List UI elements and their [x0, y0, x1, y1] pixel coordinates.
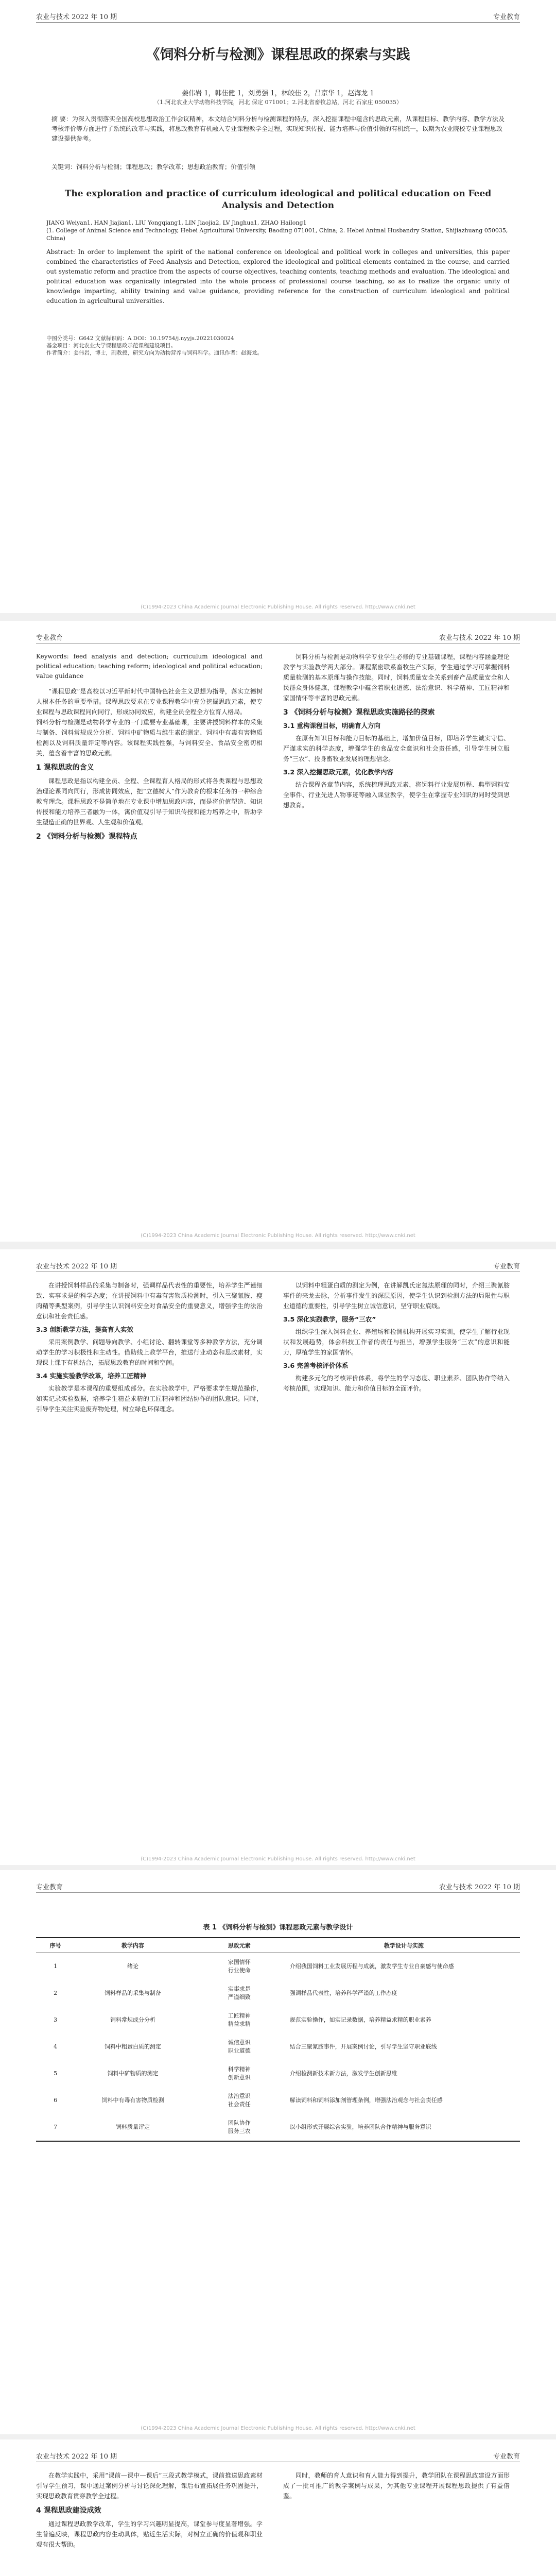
table-header: 教学设计与实施 — [288, 1938, 520, 1953]
subsection-heading: 3.5 深化实践教学，服务“三农” — [283, 1315, 376, 1323]
table-cell: 饲料中矿物质的测定 — [107, 2070, 159, 2077]
subsection-heading: 3.2 深入挖掘思政元素，优化教学内容 — [283, 768, 393, 776]
article-meta: 中图分类号：G642 文献标识码：A DOI：10.19754/j.nyyjs.20221030024 基金项目：河北农业大学课程思政示范课程建设项目。 作者简介：姜伟岩，博士，副教授，研究方向为动物营养与饲料科学。通讯作者：赵海龙。 — [46, 335, 263, 356]
journal-name: 农业与技术 2022 年 10 期 — [439, 1884, 520, 1891]
table-cell: 以小组形式开展综合实验，培养团队合作精神与服务意识 — [288, 2114, 520, 2141]
body-paragraph: 构建多元化的考核评价体系，将学生的学习态度、职业素养、团队协作等纳入考核范围，实现知识、能力和价值目标的全面评价。 — [283, 1375, 510, 1392]
table-cell: 绪论 — [127, 1963, 138, 1970]
table-cell: 家国情怀 行业使命 — [228, 1959, 251, 1974]
page-5 — [0, 2439, 556, 2576]
table-cell: 饲料质量评定 — [75, 2114, 191, 2141]
section-heading: 3 《饲料分析与检测》课程思政实施路径的探索 — [283, 708, 435, 717]
column-name: 专业教育 — [493, 2453, 520, 2461]
left-column — [36, 652, 263, 845]
right-column — [283, 2470, 510, 2502]
keywords-en: Keywords: feed analysis and detection; curriculum ideological and political education; teaching reform; ideological and political education; value guidance — [36, 653, 263, 680]
table-cell: 饲料常规成分分析 — [110, 2016, 155, 2023]
section-heading: 1 课程思政的含义 — [36, 764, 94, 772]
body-paragraph: 在讲授饲料样品的采集与制备时，强调样品代表性的重要性，培养学生严谨细致、实事求是的科学态度；在讲授饲料中有毒有害物质检测时，引入三聚氰胺、瘦肉精等典型案例，引导学生认识饲料安全对食品安全的重要意义，增强学生的法治意识和社会责任感。 — [36, 1282, 263, 1320]
copyright-footer: (C)1994-2023 China Academic Journal Electronic Publishing House. All rights reserved. http://www.cnki.net — [141, 1233, 415, 1239]
table-cell: 4 — [54, 2043, 58, 2050]
table-cell: 2 — [54, 1990, 58, 1996]
table-cell: 介绍检测新技术新方法，激发学生创新思维 — [289, 2070, 397, 2077]
body-paragraph: 饲料分析与检测是动物科学专业学生必修的专业基础课程，课程内容涵盖理论教学与实验教学两大部分。课程紧密联系畜牧生产实际，学生通过学习可掌握饲料质量检测的基本原理与操作技能。同时，饲料质量安全关系到畜产品质量安全和人民群众身体健康，课程教学中蕴含着职业道德、法治意识、科学精神、工匠精神和家国情怀等丰富的思政元素。 — [283, 653, 510, 702]
authors-en: JIANG Weiyan1, HAN Jiajian1, LIU Yongqiang1, LIN Jiaojia2, LV Jinghua1, ZHAO Hailong1 — [46, 219, 307, 226]
running-header — [36, 2449, 520, 2462]
body-paragraph: 同时，教师的育人意识和育人能力得到提升，教学团队在课程思政建设方面形成了一批可推广的教学案例与成果，为其他专业课程开展课程思政提供了有益借鉴。 — [283, 2472, 510, 2500]
left-column — [36, 1280, 263, 1415]
table-cell: 实事求是 严谨细致 — [228, 1986, 251, 2001]
page-2 — [0, 621, 556, 1242]
running-header — [36, 9, 520, 23]
table-cell: 饲料中有毒有害物质检测 — [101, 2097, 164, 2104]
article-title-en: The exploration and practice of curriculum ideological and political education on Feed Analysis and Detection — [64, 189, 492, 211]
table-row — [36, 2087, 520, 2114]
right-column — [283, 652, 510, 811]
body-paragraph: 组织学生深入饲料企业、养殖场和检测机构开展实习实训，使学生了解行业现状和发展趋势，体会科技工作者的责任与担当，增强学生服务“三农”的意识和能力，厚植学生的家国情怀。 — [283, 1328, 510, 1356]
table-cell: 介绍我国饲料工业发展历程与成就，激发学生专业自豪感与使命感 — [289, 1963, 454, 1970]
table-row — [36, 2007, 520, 2033]
table-row — [36, 1980, 520, 2007]
column-name: 专业教育 — [36, 1884, 63, 1891]
table-header: 思政元素 — [191, 1938, 288, 1953]
body-paragraph: 课程思政是指以构建全员、全程、全课程育人格局的形式将各类课程与思想政治理论课同向同行，形成协同效应，把“立德树人”作为教育的根本任务的一种综合教育理念。课程思政不是简单地在专业课中增加思政内容，而是将价值塑造、知识传授和能力培养三者融为一体，寓价值观引导于知识传授和能力培养之中，帮助学生塑造正确的世界观、人生观和价值观。 — [36, 777, 263, 826]
running-header — [36, 1879, 520, 1893]
journal-name: 农业与技术 2022 年 10 期 — [36, 13, 117, 21]
table-cell: 诚信意识 职业道德 — [228, 2039, 251, 2054]
body-paragraph: 以饲料中粗蛋白质的测定为例，在讲解凯氏定氮法原理的同时，介绍三聚氰胺事件的来龙去脉，分析事件发生的深层原因，使学生认识到检测方法的局限性与职业道德的重要性，引导学生树立诚信意识，坚守职业底线。 — [283, 1282, 510, 1310]
table-cell: 6 — [54, 2097, 58, 2104]
ideology-elements-table — [36, 1937, 520, 2142]
page-1 — [0, 0, 556, 613]
table-row — [36, 2114, 520, 2141]
keywords-cn: 关键词：饲料分析与检测；课程思政；教学改革；思想政治教育；价值引领 — [51, 163, 256, 171]
abstract-cn: 摘 要：为深入贯彻落实全国高校思想政治工作会议精神，本文结合饲料分析与检测课程的特点，深入挖掘课程中蕴含的思政元素，从课程目标、教学内容、教学方法及考核评价等方面进行了系统的改革与实践，将思政教育有机融入专业课程教学全过程，实现知识传授、能力培养与价值引领的有机统一，以期为农业院校专业课程思政建设提供参考。 — [51, 115, 505, 142]
journal-name: 农业与技术 2022 年 10 期 — [36, 2453, 117, 2461]
table-row — [36, 1953, 520, 1980]
column-name: 专业教育 — [493, 13, 520, 21]
journal-name: 农业与技术 2022 年 10 期 — [439, 634, 520, 642]
table-header: 序号 — [36, 1938, 75, 1953]
affiliation-cn: （1.河北农业大学动物科技学院，河北 保定 071001；2.河北省畜牧总站，河北 石家庄 050035） — [154, 99, 402, 106]
running-header — [36, 630, 520, 643]
page-4 — [0, 1870, 556, 2434]
table-row — [36, 2033, 520, 2060]
copyright-footer: (C)1994-2023 China Academic Journal Electronic Publishing House. All rights reserved. http://www.cnki.net — [141, 2426, 415, 2431]
body-paragraph: 结合课程各章节内容，系统梳理思政元素，将饲料行业发展历程、典型饲料安全事件、行业先进人物事迹等融入课堂教学，使学生在掌握专业知识的同时受到思想教育。 — [283, 781, 510, 809]
table-cell: 7 — [36, 2114, 75, 2141]
abstract-en: Abstract: In order to implement the spirit of the national conference on ideological and political work in colleges and universities, this paper combined the characteristics of Feed Analysis and Detection, explored the ideological and political elements contained in the course, and carried out systematic reform and practice from the aspects of course objectives, teaching contents, teaching methods and evaluation. The ideological and political education was organically integrated into the whole process of professional course teaching, so as to realize the organic unity of knowledge imparting, ability training and value guidance, providing reference for the construction of curriculum ideological and political education in agricultural universities. — [46, 248, 510, 304]
table-row — [36, 2060, 520, 2087]
left-column — [36, 2470, 263, 2551]
subsection-heading: 3.6 完善考核评价体系 — [283, 1362, 349, 1369]
table-cell: 强调样品代表性，培养科学严谨的工作态度 — [289, 1990, 397, 1996]
journal-name: 农业与技术 2022 年 10 期 — [36, 1263, 117, 1270]
table-header: 教学内容 — [75, 1938, 191, 1953]
body-paragraph: 实验教学是本课程的重要组成部分。在实验教学中，严格要求学生规范操作，如实记录实验数据，培养学生精益求精的工匠精神和团结协作的团队意识。同时，引导学生关注实验废弃物处理，树立绿色环保理念。 — [36, 1385, 263, 1413]
table-title: 表 1 《饲料分析与检测》课程思政元素与教学设计 — [203, 1924, 353, 1931]
authors-en-block — [46, 219, 510, 242]
section-heading: 2 《饲料分析与检测》课程特点 — [36, 833, 137, 841]
body-paragraph: “课程思政”是高校以习近平新时代中国特色社会主义思想为指导，落实立德树人根本任务的重要举措。课程思政要求在专业课程教学中充分挖掘思政元素，使专业课程与思政课程同向同行，形成协同效应，构建全员全程全方位育人格局。 饲料分析与检测是动物科学专业的一门重要专业基础课，主要讲授饲料样本的采集与制备、饲料常规成分分析、饲料中矿物质与维生素的测定、饲料中有毒有害物质检测以及饲料质量评定等内容。该课程实践性强，与饲料安全、食品安全密切相关，蕴含着丰富的思政元素。 — [36, 688, 263, 757]
body-paragraph: 采用案例教学、问题导向教学、小组讨论、翻转课堂等多种教学方法，充分调动学生的学习积极性和主动性。借助线上教学平台，推送行业动态和思政素材，实现课上课下有机结合，拓展思政教育的时间和空间。 — [36, 1338, 263, 1366]
page-3 — [0, 1249, 556, 1865]
article-title-cn: 《饲料分析与检测》课程思政的探索与实践 — [146, 47, 410, 63]
table-cell: 1 — [54, 1963, 58, 1970]
affiliation-en: (1. College of Animal Science and Technology, Hebei Agricultural University, Baoding 071001, China; 2. Hebei Animal Husbandry Station, Shijiazhuang 050035, China) — [46, 227, 508, 242]
body-paragraph: 通过课程思政教学改革，学生的学习兴趣明显提高，课堂参与度显著增强。学生普遍反映，课程思政内容生动具体，贴近生活实际，对树立正确的价值观和职业观有很大帮助。 — [36, 2520, 263, 2548]
table-cell: 科学精神 创新意识 — [228, 2066, 251, 2081]
table-cell: 结合三聚氰胺事件，开展案例讨论，引导学生坚守职业底线 — [289, 2043, 437, 2050]
table-cell: 解读饲料和饲料添加剂管理条例，增强法治观念与社会责任感 — [289, 2097, 443, 2104]
table-cell: 饲料样品的采集与制备 — [104, 1990, 161, 1996]
authors-cn: 姜伟岩 1，韩佳健 1，刘勇强 1，林皎佳 2，吕京华 1，赵海龙 1 — [182, 90, 374, 97]
body-paragraph: 在教学实践中，采用“课前—课中—课后”三段式教学模式，课前推送思政素材引导学生预习，课中通过案例分析与讨论深化理解，课后布置拓展任务巩固提升，实现思政教育贯穿教学全过程。 — [36, 2472, 263, 2500]
table-cell: 规范实验操作，如实记录数据，培养精益求精的职业素养 — [289, 2016, 431, 2023]
table-cell: 饲料中粗蛋白质的测定 — [104, 2043, 161, 2050]
running-header — [36, 1259, 520, 1272]
subsection-heading: 3.1 重构课程目标，明确育人方向 — [283, 722, 380, 730]
column-name: 专业教育 — [493, 1263, 520, 1270]
copyright-footer: (C)1994-2023 China Academic Journal Electronic Publishing House. All rights reserved. http://www.cnki.net — [141, 1856, 415, 1862]
table-cell: 工匠精神 精益求精 — [228, 2012, 251, 2027]
section-heading: 4 课程思政建设成效 — [36, 2506, 101, 2515]
column-name: 专业教育 — [36, 634, 63, 642]
subsection-heading: 3.3 创新教学方法，提高育人实效 — [36, 1326, 133, 1333]
table-header-row — [36, 1938, 520, 1953]
body-paragraph: 在原有知识目标和能力目标的基础上，增加价值目标，即培养学生诚实守信、严谨求实的科学态度，增强学生的食品安全意识和社会责任感，引导学生树立服务“三农”、投身畜牧业发展的理想信念。 — [283, 735, 510, 762]
table-cell: 团队协作 服务三农 — [191, 2114, 288, 2141]
copyright-footer: (C)1994-2023 China Academic Journal Electronic Publishing House. All rights reserved. http://www.cnki.net — [141, 604, 415, 610]
table-cell: 法治意识 社会责任 — [228, 2093, 251, 2108]
right-column — [283, 1280, 510, 1395]
table-cell: 5 — [54, 2070, 58, 2077]
subsection-heading: 3.4 实施实验教学改革，培养工匠精神 — [36, 1372, 146, 1380]
table-cell: 3 — [54, 2016, 58, 2023]
